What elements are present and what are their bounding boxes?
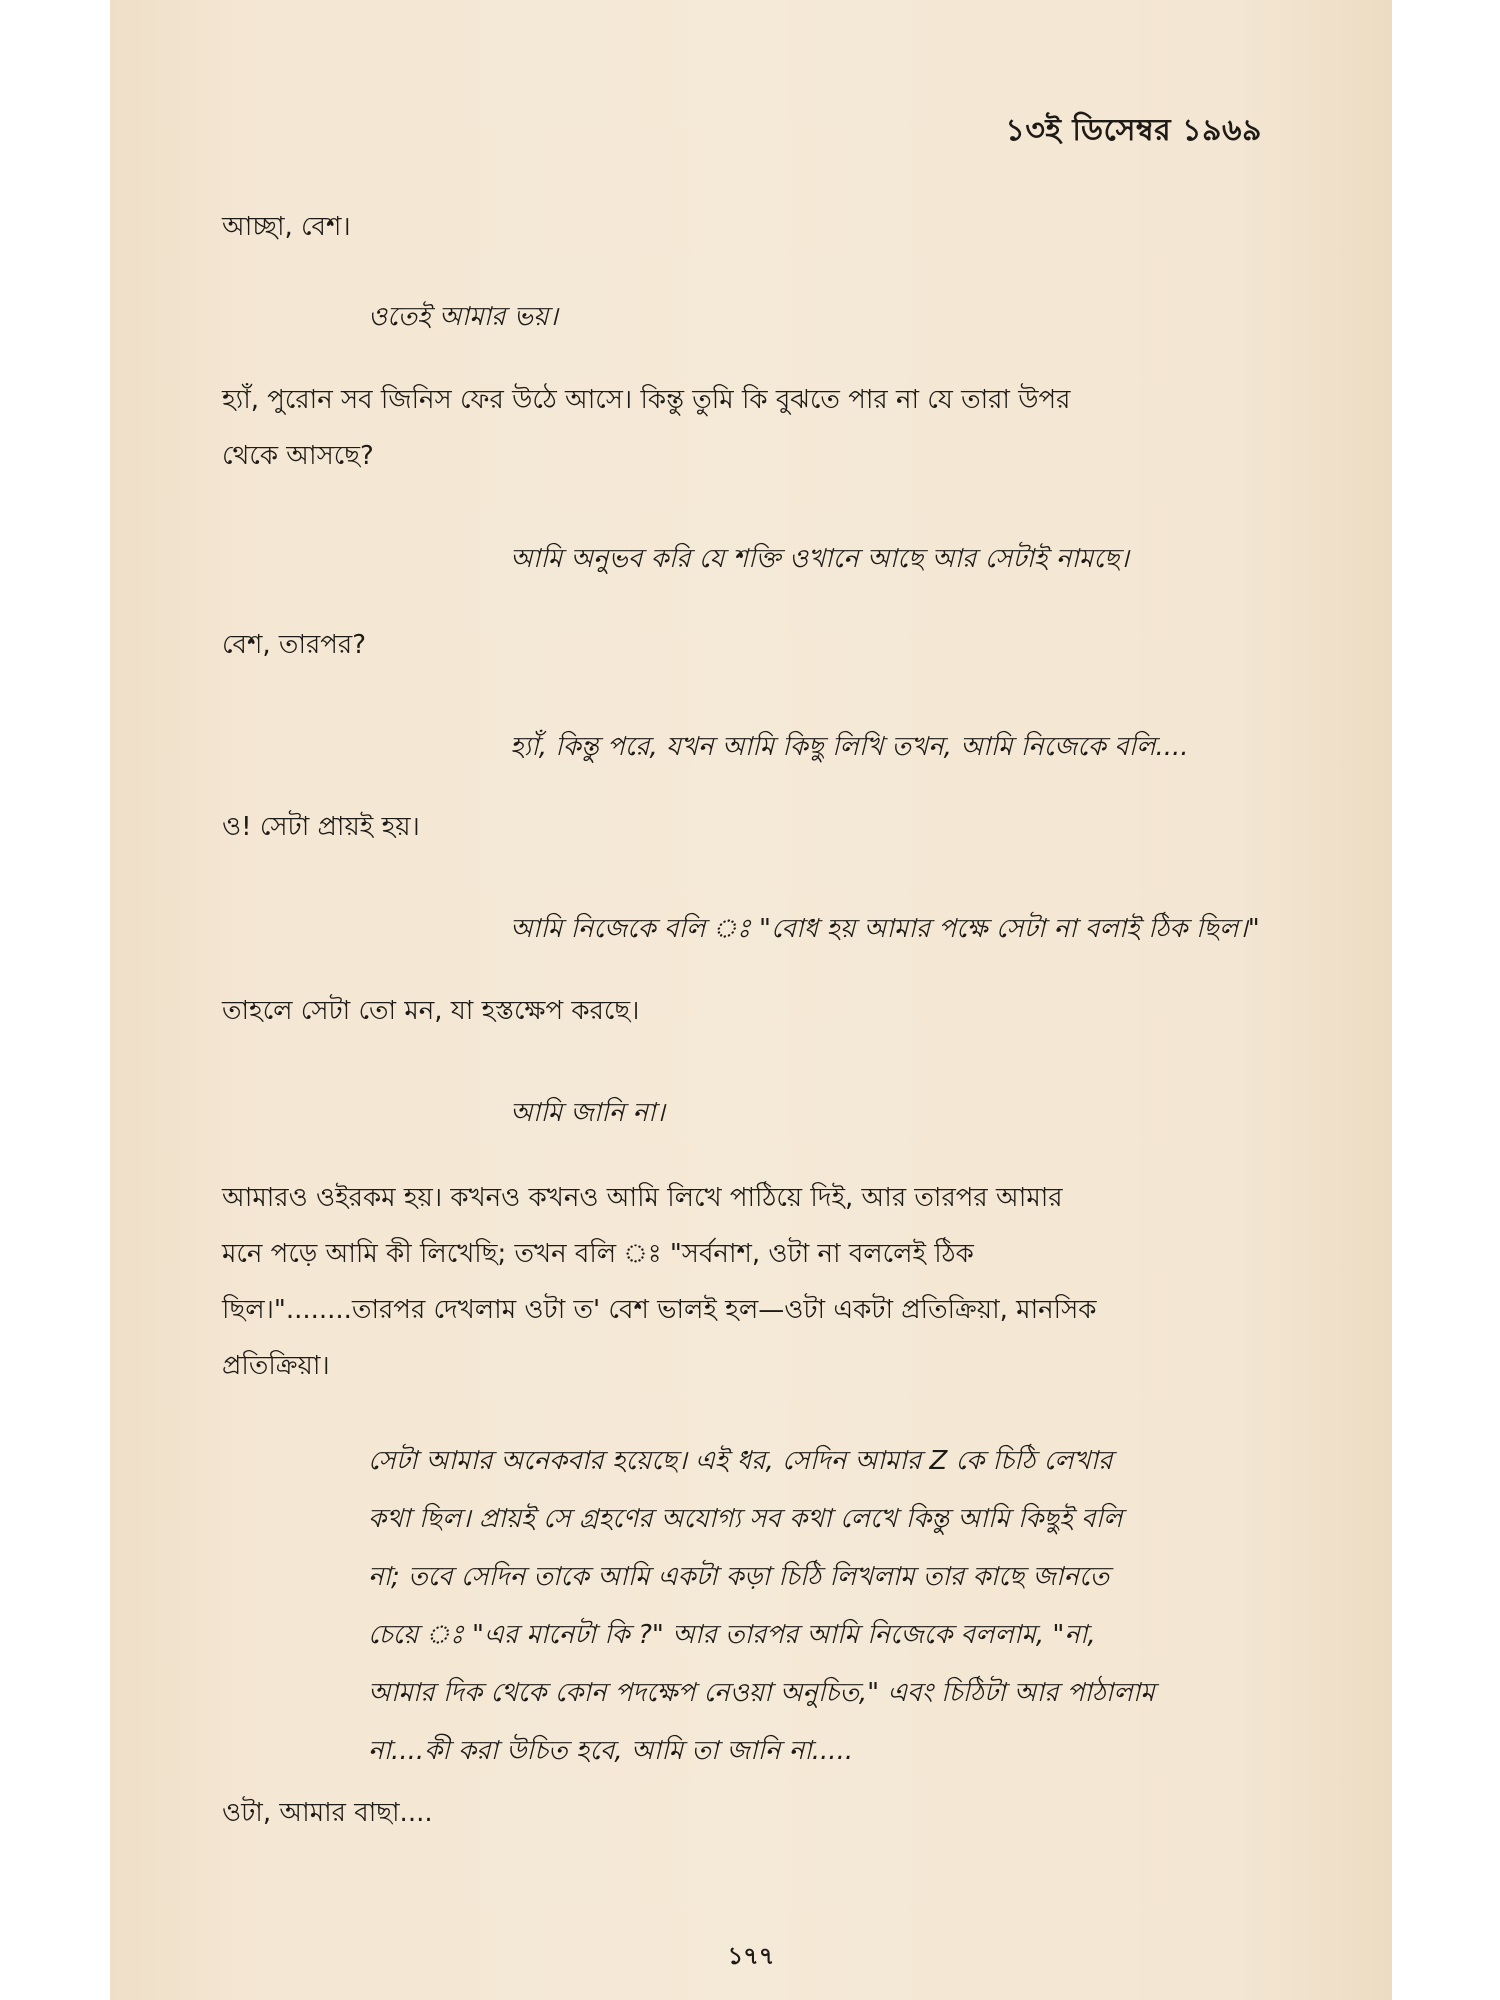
page-number: ১৭৭ <box>727 1942 775 1970</box>
paragraph-line: মনে পড়ে আমি কী লিখেছি; তখন বলি ঃ "সর্বনাশ, ওটা না বললেই ঠিক <box>222 1239 974 1269</box>
dialogue-line: আচ্ছা, বেশ। <box>222 212 351 242</box>
paragraph-line: আমারও ওইরকম হয়। কখনও কখনও আমি লিখে পাঠিয়ে দিই, আর তারপর আমার <box>222 1183 1063 1213</box>
paragraph-line: প্রতিক্রিয়া। <box>222 1351 330 1381</box>
dialogue-line: ও! সেটা প্রায়ই হয়। <box>222 812 420 842</box>
running-header-date: ১৩ই ডিসেম্বর ১৯৬৯ <box>1005 113 1262 148</box>
dialogue-paragraph <box>222 372 1262 484</box>
paragraph-line: আমার দিক থেকে কোন পদক্ষেপ নেওয়া অনুচিত," এবং চিঠিটা আর পাঠালাম <box>368 1678 1155 1708</box>
paragraph-line: সেটা আমার অনেকবার হয়েছে। এই ধর, সেদিন আমার Z কে চিঠি লেখার <box>368 1446 1113 1476</box>
dialogue-line-italic: ওতেই আমার ভয়। <box>368 302 558 332</box>
paragraph-line: হ্যাঁ, পুরোন সব জিনিস ফের উঠে আসে। কিন্তু তুমি কি বুঝতে পার না যে তারা উপর <box>222 385 1071 415</box>
dialogue-line: ওটা, আমার বাছা.... <box>222 1798 433 1828</box>
paragraph-line: চেয়ে ঃ "এর মানেটা কি ?" আর তারপর আমি নিজেকে বললাম, "না, <box>368 1620 1096 1650</box>
dialogue-line: বেশ, তারপর? <box>222 630 367 660</box>
paragraph-line: ছিল।"........তারপর দেখলাম ওটা ত' বেশ ভালই হল—ওটা একটা প্রতিক্রিয়া, মানসিক <box>222 1295 1097 1325</box>
paragraph-line: না; তবে সেদিন তাকে আমি একটা কড়া চিঠি লিখলাম তার কাছে জানতে <box>368 1562 1109 1592</box>
dialogue-line-italic: আমি নিজেকে বলি ঃ "বোধ হয় আমার পক্ষে সেটা না বলাই ঠিক ছিল।" <box>510 914 1260 944</box>
paragraph-line: কথা ছিল। প্রায়ই সে গ্রহণের অযোগ্য সব কথা লেখে কিন্তু আমি কিছুই বলি <box>368 1504 1123 1534</box>
dialogue-line-italic: আমি জানি না। <box>510 1098 665 1128</box>
paragraph-line: থেকে আসছে? <box>222 441 374 471</box>
dialogue-line-italic: আমি অনুভব করি যে শক্তি ওখানে আছে আর সেটাই নামছে। <box>510 544 1129 574</box>
dialogue-paragraph-italic <box>368 1432 1262 1780</box>
book-page <box>110 0 1392 2000</box>
dialogue-line: তাহলে সেটা তো মন, যা হস্তক্ষেপ করছে। <box>222 996 640 1026</box>
dialogue-line-italic: হ্যাঁ, কিন্তু পরে, যখন আমি কিছু লিখি তখন, আমি নিজেকে বলি.... <box>510 732 1189 762</box>
paragraph-line: না....কী করা উচিত হবে, আমি তা জানি না..... <box>368 1736 854 1766</box>
dialogue-paragraph <box>222 1170 1262 1394</box>
